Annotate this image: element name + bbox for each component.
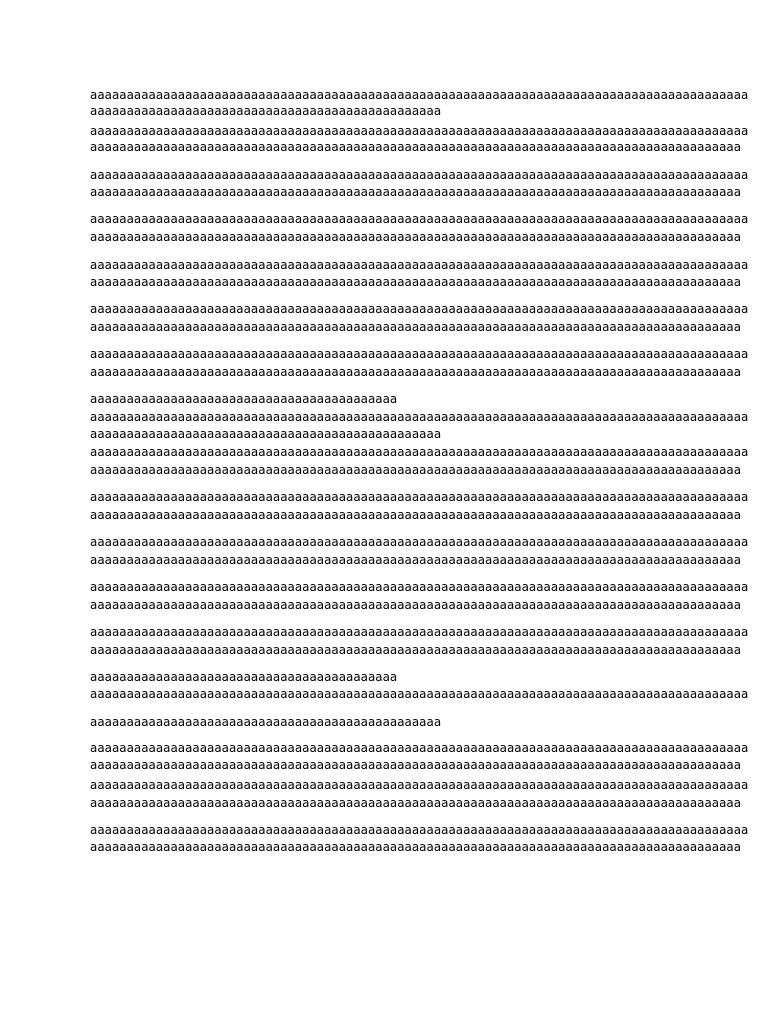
text-line: aaaaaaaaaaaaaaaaaaaaaaaaaaaaaaaaaaaaaaaaaaaaaaaa [90, 104, 442, 118]
text-line: aaaaaaaaaaaaaaaaaaaaaaaaaaaaaaaaaaaaaaaaaaaaaaaaaaaaaaaaaaaaaaaaaaaaaaaaaaaaaaaaaaaaaaaaaa [90, 687, 749, 701]
text-line: aaaaaaaaaaaaaaaaaaaaaaaaaaaaaaaaaaaaaaaaaaaaaaaaaaaaaaaaaaaaaaaaaaaaaaaaaaaaaaaaaaaaaaaaaa [90, 168, 749, 182]
text-line: aaaaaaaaaaaaaaaaaaaaaaaaaaaaaaaaaaaaaaaaaaaaaaaaaaaaaaaaaaaaaaaaaaaaaaaaaaaaaaaaaaaaaaaaa [90, 508, 742, 522]
text-line: aaaaaaaaaaaaaaaaaaaaaaaaaaaaaaaaaaaaaaaaaaaaaaaaaaaaaaaaaaaaaaaaaaaaaaaaaaaaaaaaaaaaaaaaaa [90, 258, 749, 272]
text-line: aaaaaaaaaaaaaaaaaaaaaaaaaaaaaaaaaaaaaaaaaa [90, 392, 398, 406]
text-line: aaaaaaaaaaaaaaaaaaaaaaaaaaaaaaaaaaaaaaaaaaaaaaaaaaaaaaaaaaaaaaaaaaaaaaaaaaaaaaaaaaaaaaaaaa [90, 778, 749, 792]
text-line: aaaaaaaaaaaaaaaaaaaaaaaaaaaaaaaaaaaaaaaaaa [90, 670, 398, 684]
text-line: aaaaaaaaaaaaaaaaaaaaaaaaaaaaaaaaaaaaaaaaaaaaaaaaaaaaaaaaaaaaaaaaaaaaaaaaaaaaaaaaaaaaaaaaaa [90, 445, 749, 459]
text-line: aaaaaaaaaaaaaaaaaaaaaaaaaaaaaaaaaaaaaaaaaaaaaaaaaaaaaaaaaaaaaaaaaaaaaaaaaaaaaaaaaaaaaaaaa [90, 320, 742, 334]
text-line: aaaaaaaaaaaaaaaaaaaaaaaaaaaaaaaaaaaaaaaaaaaaaaaaaaaaaaaaaaaaaaaaaaaaaaaaaaaaaaaaaaaaaaaaa [90, 643, 742, 657]
text-line: aaaaaaaaaaaaaaaaaaaaaaaaaaaaaaaaaaaaaaaaaaaaaaaaaaaaaaaaaaaaaaaaaaaaaaaaaaaaaaaaaaaaaaaaa [90, 463, 742, 477]
text-line: aaaaaaaaaaaaaaaaaaaaaaaaaaaaaaaaaaaaaaaaaaaaaaaaaaaaaaaaaaaaaaaaaaaaaaaaaaaaaaaaaaaaaaaaa [90, 365, 742, 379]
text-line: aaaaaaaaaaaaaaaaaaaaaaaaaaaaaaaaaaaaaaaaaaaaaaaaaaaaaaaaaaaaaaaaaaaaaaaaaaaaaaaaaaaaaaaaaa [90, 823, 749, 837]
text-line: aaaaaaaaaaaaaaaaaaaaaaaaaaaaaaaaaaaaaaaaaaaaaaaaaaaaaaaaaaaaaaaaaaaaaaaaaaaaaaaaaaaaaaaaa [90, 598, 742, 612]
text-line: aaaaaaaaaaaaaaaaaaaaaaaaaaaaaaaaaaaaaaaaaaaaaaaaaaaaaaaaaaaaaaaaaaaaaaaaaaaaaaaaaaaaaaaaaa [90, 490, 749, 504]
text-line: aaaaaaaaaaaaaaaaaaaaaaaaaaaaaaaaaaaaaaaaaaaaaaaaaaaaaaaaaaaaaaaaaaaaaaaaaaaaaaaaaaaaaaaaa [90, 185, 742, 199]
text-line: aaaaaaaaaaaaaaaaaaaaaaaaaaaaaaaaaaaaaaaaaaaaaaaaaaaaaaaaaaaaaaaaaaaaaaaaaaaaaaaaaaaaaaaaaa [90, 535, 749, 549]
text-line: aaaaaaaaaaaaaaaaaaaaaaaaaaaaaaaaaaaaaaaaaaaaaaaaaaaaaaaaaaaaaaaaaaaaaaaaaaaaaaaaaaaaaaaaaa [90, 347, 749, 361]
text-line: aaaaaaaaaaaaaaaaaaaaaaaaaaaaaaaaaaaaaaaaaaaaaaaaaaaaaaaaaaaaaaaaaaaaaaaaaaaaaaaaaaaaaaaaa [90, 140, 742, 154]
text-line: aaaaaaaaaaaaaaaaaaaaaaaaaaaaaaaaaaaaaaaaaaaaaaaaaaaaaaaaaaaaaaaaaaaaaaaaaaaaaaaaaaaaaaaaaa [90, 625, 749, 639]
text-line: aaaaaaaaaaaaaaaaaaaaaaaaaaaaaaaaaaaaaaaaaaaaaaaaaaaaaaaaaaaaaaaaaaaaaaaaaaaaaaaaaaaaaaaaa [90, 275, 742, 289]
text-line: aaaaaaaaaaaaaaaaaaaaaaaaaaaaaaaaaaaaaaaaaaaaaaaaaaaaaaaaaaaaaaaaaaaaaaaaaaaaaaaaaaaaaaaaaa [90, 580, 749, 594]
text-line: aaaaaaaaaaaaaaaaaaaaaaaaaaaaaaaaaaaaaaaaaaaaaaaaaaaaaaaaaaaaaaaaaaaaaaaaaaaaaaaaaaaaaaaaa [90, 840, 742, 854]
text-line: aaaaaaaaaaaaaaaaaaaaaaaaaaaaaaaaaaaaaaaaaaaaaaaaaaaaaaaaaaaaaaaaaaaaaaaaaaaaaaaaaaaaaaaaaa [90, 212, 749, 226]
text-line: aaaaaaaaaaaaaaaaaaaaaaaaaaaaaaaaaaaaaaaaaaaaaaaaaaaaaaaaaaaaaaaaaaaaaaaaaaaaaaaaaaaaaaaaaa [90, 302, 749, 316]
text-line: aaaaaaaaaaaaaaaaaaaaaaaaaaaaaaaaaaaaaaaaaaaaaaaaaaaaaaaaaaaaaaaaaaaaaaaaaaaaaaaaaaaaaaaaa [90, 553, 742, 567]
text-line: aaaaaaaaaaaaaaaaaaaaaaaaaaaaaaaaaaaaaaaaaaaaaaaaaaaaaaaaaaaaaaaaaaaaaaaaaaaaaaaaaaaaaaaaa [90, 758, 742, 772]
text-line: aaaaaaaaaaaaaaaaaaaaaaaaaaaaaaaaaaaaaaaaaaaaaaaa [90, 427, 442, 441]
text-line: aaaaaaaaaaaaaaaaaaaaaaaaaaaaaaaaaaaaaaaaaaaaaaaa [90, 715, 442, 729]
text-line: aaaaaaaaaaaaaaaaaaaaaaaaaaaaaaaaaaaaaaaaaaaaaaaaaaaaaaaaaaaaaaaaaaaaaaaaaaaaaaaaaaaaaaaaa [90, 796, 742, 810]
text-line: aaaaaaaaaaaaaaaaaaaaaaaaaaaaaaaaaaaaaaaaaaaaaaaaaaaaaaaaaaaaaaaaaaaaaaaaaaaaaaaaaaaaaaaaa [90, 230, 742, 244]
text-line: aaaaaaaaaaaaaaaaaaaaaaaaaaaaaaaaaaaaaaaaaaaaaaaaaaaaaaaaaaaaaaaaaaaaaaaaaaaaaaaaaaaaaaaaaa [90, 88, 749, 102]
text-line: aaaaaaaaaaaaaaaaaaaaaaaaaaaaaaaaaaaaaaaaaaaaaaaaaaaaaaaaaaaaaaaaaaaaaaaaaaaaaaaaaaaaaaaaaa [90, 410, 749, 424]
text-line: aaaaaaaaaaaaaaaaaaaaaaaaaaaaaaaaaaaaaaaaaaaaaaaaaaaaaaaaaaaaaaaaaaaaaaaaaaaaaaaaaaaaaaaaaa [90, 124, 749, 138]
text-line: aaaaaaaaaaaaaaaaaaaaaaaaaaaaaaaaaaaaaaaaaaaaaaaaaaaaaaaaaaaaaaaaaaaaaaaaaaaaaaaaaaaaaaaaaa [90, 741, 749, 755]
